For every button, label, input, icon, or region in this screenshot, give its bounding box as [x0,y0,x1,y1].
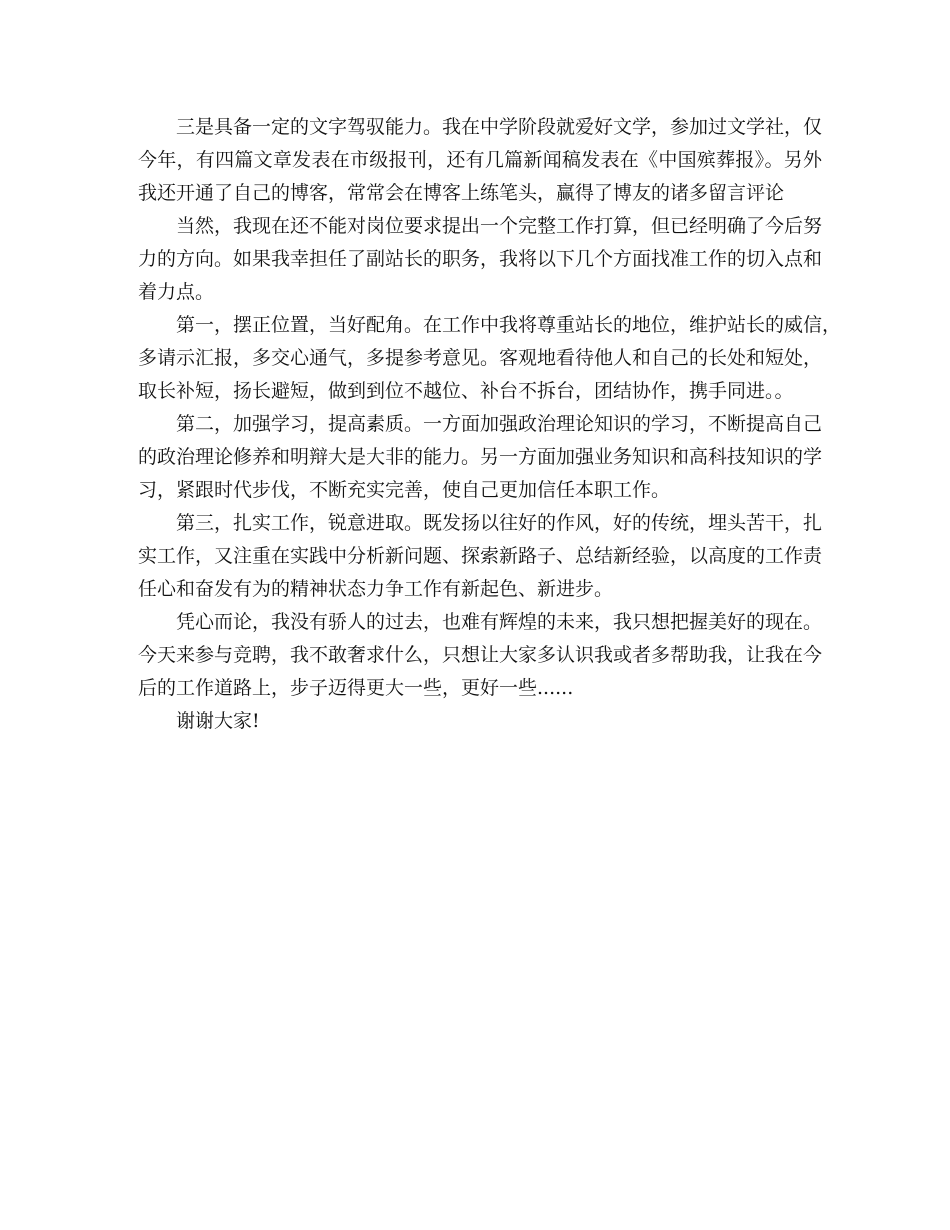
document-page [138,111,842,738]
paragraph-work-direction [138,210,822,309]
paragraph-conclusion [138,606,822,705]
text-line: 后的工作道路上，步子迈得更大一些，更好一些...... [138,677,574,699]
text-line: 取长补短，扬长避短，做到到位不越位、补台不拆台，团结协作，携手同进。。 [138,380,794,402]
closing-thanks: 谢谢大家! [176,710,260,732]
text-line: 习，紧跟时代步伐，不断充实完善，使自己更加信任本职工作。 [138,479,671,501]
text-line: 第二，加强学习，提高素质。一方面加强政治理论知识的学习，不断提高自己 [176,413,823,435]
text-line: 实工作，又注重在实践中分析新问题、探索新路子、总结新经验，以高度的工作责 [138,545,823,567]
text-line: 力的方向。如果我幸担任了副站长的职务，我将以下几个方面找准工作的切入点和 [138,248,823,270]
text-line: 第三，扎实工作，锐意进取。既发扬以往好的作风，好的传统，埋头苦干，扎 [176,512,823,534]
text-line: 着力点。 [138,281,215,303]
text-line: 当然，我现在还不能对岗位要求提出一个完整工作打算，但已经明确了今后努 [176,215,823,237]
text-line: 今天来参与竞聘，我不敢奢求什么，只想让大家多认识我或者多帮助我，让我在今 [138,644,823,666]
text-line: 的政治理论修养和明辩大是大非的能力。另一方面加强业务知识和高科技知识的学 [138,446,823,468]
text-line: 三是具备一定的文字驾驭能力。我在中学阶段就爱好文学，参加过文学社，仅 [176,116,823,138]
paragraph-thanks [138,705,822,738]
text-line: 我还开通了自己的博客，常常会在博客上练笔头，赢得了博友的诸多留言评论 [138,182,785,204]
text-line: 凭心而论，我没有骄人的过去，也难有辉煌的未来，我只想把握美好的现在。 [176,611,823,633]
paragraph-writing-ability [138,111,822,210]
text-line: 第一，摆正位置，当好配角。在工作中我将尊重站长的地位，维护站长的威信， [176,314,842,336]
text-line: 任心和奋发有为的精神状态力争工作有新起色、新进步。 [138,578,614,600]
text-line: 今年，有四篇文章发表在市级报刊，还有几篇新闻稿发表在《中国殡葬报》。另外 [138,149,822,171]
paragraph-second-point [138,408,822,507]
paragraph-third-point [138,507,822,606]
text-line: 多请示汇报，多交心通气，多提参考意见。客观地看待他人和自己的长处和短处， [138,347,823,369]
paragraph-first-point [138,309,842,408]
